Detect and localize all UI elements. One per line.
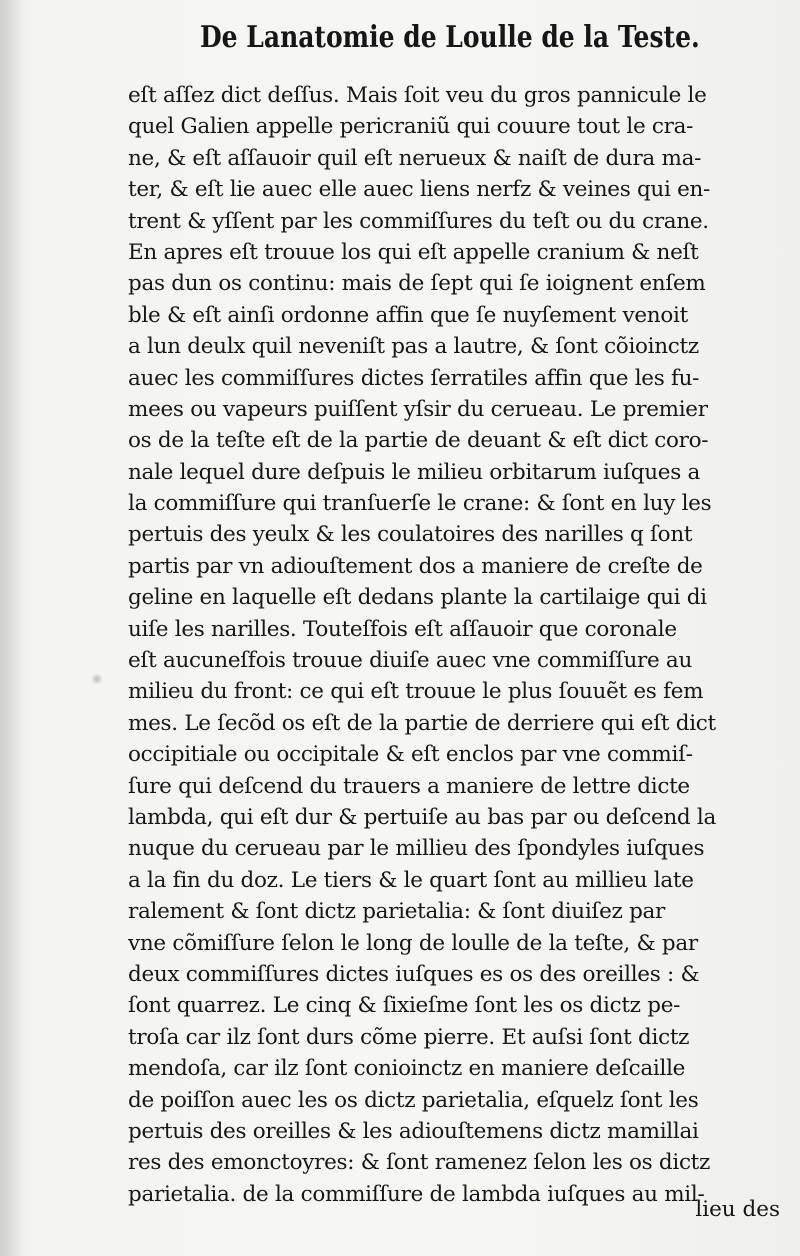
- text-line: ter, & eſt lie auec elle auec liens nerfz & veines qui en-: [128, 177, 711, 203]
- text-line: eſt aſſez dict deſſus. Mais ſoit veu du gros pannicule le: [128, 83, 707, 108]
- text-line: milieu du front: ce qui eſt trouue le plus ſouuẽt es fem: [128, 679, 704, 705]
- text-line: geline en laquelle eſt dedans plante la cartilaige qui di: [128, 585, 707, 611]
- text-line: pertuis des yeulx & les coulatoires des narilles q ſont: [128, 522, 693, 548]
- spine-shadow: [0, 0, 22, 1256]
- text-line: auec les commiſſures dictes ſerratiles affin que les fu-: [128, 365, 700, 391]
- text-line: pertuis des oreilles & les adiouſtemens dictz mamillai: [128, 1118, 699, 1144]
- text-line: ne, & eſt aſſauoir quil eſt nerueux & naiſt de dura ma-: [128, 145, 702, 171]
- text-line: ſont quarrez. Le cinq & ſixieſme ſont les os dictz pe-: [128, 993, 681, 1019]
- text-line: nale lequel dure deſpuis le milieu orbitarum iuſques a: [128, 459, 701, 485]
- text-line: uiſe les narilles. Touteſfois eſt aſſauoir que coronale: [128, 616, 677, 642]
- text-line: ralement & ſont dictz parietalia: & ſont diuiſez par: [128, 899, 666, 925]
- text-line: occipitiale ou occipitale & eſt enclos par vne commiſ-: [128, 742, 693, 768]
- text-line: lambda, qui eſt dur & pertuiſe au bas par ou deſcend la: [128, 804, 717, 830]
- body-text: [128, 80, 778, 1210]
- text-line: eſt aucuneſfois trouue diuiſe auec vne commiſſure au: [128, 648, 692, 674]
- text-line: quel Galien appelle pericraniũ qui couure tout le cra-: [128, 114, 694, 140]
- text-line: trent & yſſent par les commiſſures du teſt ou du crane.: [128, 208, 709, 234]
- text-line: vne cõmiſſure ſelon le long de loulle de la teſte, & par: [128, 930, 698, 956]
- text-line: ble & eſt ainſi ordonne affin que ſe nuyſement venoit: [128, 302, 688, 328]
- text-line: res des emonctoyres: & ſont ramenez ſelon les os dictz: [128, 1150, 711, 1176]
- text-line: mes. Le ſecõd os eſt de la partie de derriere qui eſt dict: [128, 710, 716, 736]
- ink-blemish: [90, 674, 104, 684]
- text-line: deux commiſſures dictes iuſques es os des oreilles : &: [128, 961, 700, 987]
- text-line: parietalia. de la commiſſure de lambda iuſques au mil-: [128, 1181, 705, 1207]
- text-line: ſure qui deſcend du trauers a maniere de lettre dicte: [128, 773, 690, 799]
- text-line: mees ou vapeurs puiſſent yſsir du cerueau. Le premier: [128, 396, 708, 422]
- running-head: De Lanatomie de Loulle de la Teste.: [200, 20, 700, 55]
- text-line: partis par vn adiouſtement dos a maniere de creſte de: [128, 553, 703, 579]
- text-line: pas dun os continu: mais de ſept qui ſe ioignent enſem: [128, 271, 706, 297]
- text-line: mendoſa, car ilz ſont conioinctz en maniere deſcaille: [128, 1056, 686, 1082]
- text-line: nuque du cerueau par le millieu des ſpondyles iuſques: [128, 836, 705, 862]
- text-line: a lun deulx quil neveniſt pas a lautre, & ſont cõioinctz: [128, 334, 699, 360]
- catchword: lieu des: [695, 1197, 780, 1222]
- text-line: la commiſſure qui tranſuerſe le crane: & ſont en luy les: [128, 491, 712, 517]
- text-line: de poiſſon auec les os dictz parietalia, eſquelz ſont les: [128, 1087, 699, 1113]
- text-line: troſa car ilz ſont durs cõme pierre. Et auſsi ſont dictz: [128, 1024, 690, 1050]
- text-line: a la fin du doz. Le tiers & le quart ſont au millieu late: [128, 867, 694, 893]
- text-line: os de la teſte eſt de la partie de deuant & eſt dict coro-: [128, 428, 709, 454]
- text-line: En apres eſt trouue los qui eſt appelle cranium & neſt: [128, 239, 699, 265]
